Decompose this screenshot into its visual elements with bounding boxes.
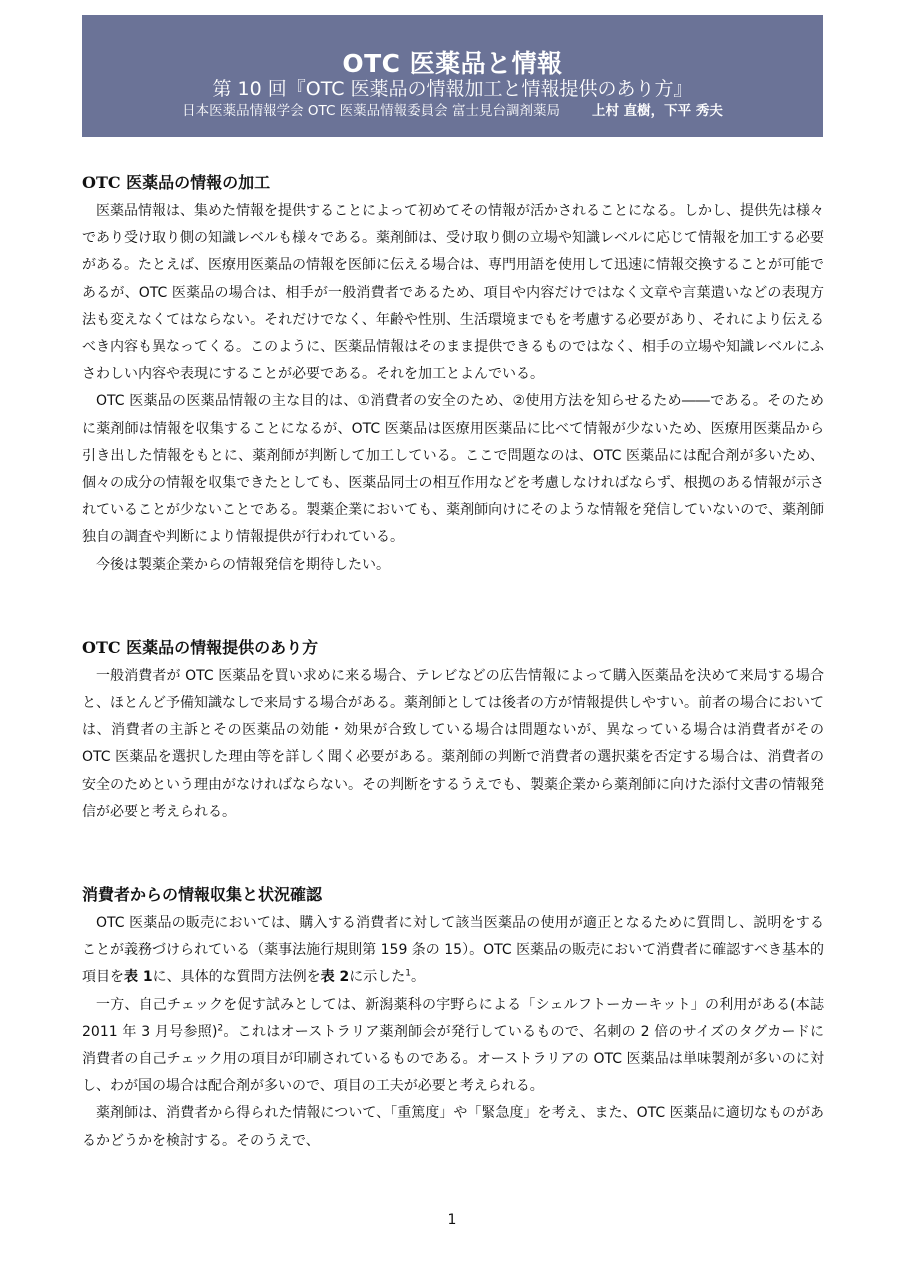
- section-info-processing: [82, 170, 824, 579]
- authors: 上村 直樹，下平 秀夫: [591, 103, 723, 119]
- paragraph: OTC 医薬品の医薬品情報の主な目的は、①消費者の安全のため、②使用方法を知らせるため――である。そのために薬剤師は情報を収集することになるが、OTC 医薬品は医療用医薬品に比べて情報が少ないため、医療用医薬品から引き出した情報をもとに、薬剤師が判断して加工している。ここで問題なのは、OTC 医薬品には配合剤が多いため、個々の成分の情報を収集できたとしても、医薬品同士の相互作用などを考慮しなければならず、根拠のある情報が示されていることが少ないことである。製薬企業においても、薬剤師向けにそのような情報を発信していないので、薬剤師独自の調査や判断により情報提供が行われている。: [82, 393, 824, 546]
- reference-marker: 1: [405, 968, 411, 979]
- title-banner: [82, 15, 823, 137]
- section-title: 消費者からの情報収集と状況確認: [82, 885, 323, 905]
- table-ref-2: 表 2: [320, 969, 350, 986]
- section-title: OTC 医薬品の情報の加工: [82, 173, 271, 192]
- paragraph: 一方、自己チェックを促す試みとしては、新潟薬科の宇野らによる「シェルフトーカーキット」の利用がある(本誌 2011 年 3 月号参照)$^2$。これはオーストラリア薬剤師会が発行しているもので、名刺の 2 倍のサイズのタグカードに消費者の自己チェック用の項目が印刷されているものである。オーストラリアの OTC 医薬品は単味製剤が多いのに対し、わが国の場合は配合剤が多いので、項目の工夫が必要と考えられる。: [82, 996, 824, 1095]
- organization: 日本医薬品情報学会 OTC 医薬品情報委員会 富士見台調剤薬局: [182, 103, 560, 119]
- paragraph: 医薬品情報は、集めた情報を提供することによって初めてその情報が活かされることになる。しかし、提供先は様々であり受け取り側の知識レベルも様々である。薬剤師は、受け取り側の立場や知識レベルに応じて情報を加工する必要がある。たとえば、医療用医薬品の情報を医師に伝える場合は、専門用語を使用して迅速に情報交換することが可能であるが、OTC 医薬品の場合は、相手が一般消費者であるため、項目や内容だけではなく文章や言葉遣いなどの表現方法も変えなくてはならない。それだけでなく、年齢や性別、生活環境までもを考慮する必要があり、それにより伝えるべき内容も異なってくる。このように、医薬品情報はそのまま提供できるものではなく、相手の立場や知識レベルにふさわしい内容や表現にすることが必要である。それを加工とよんでいる。: [82, 203, 824, 383]
- article-title: OTC 医薬品と情報: [342, 49, 563, 78]
- paragraph: OTC 医薬品の販売においては、購入する消費者に対して該当医薬品の使用が適正となるために質問し、説明をすることが義務づけられている（薬事法施行規則第 159 条の 15）。OTC 医薬品の販売において消費者に確認すべき基本的項目を表 1に、具体的な質問方法例を表 2に示した$^1$。: [82, 915, 824, 986]
- paragraph: 一般消費者が OTC 医薬品を買い求めに来る場合、テレビなどの広告情報によって購入医薬品を決めて来局する場合と、ほとんど予備知識なしで来局する場合がある。薬剤師としては後者の方が情報提供しやすい。前者の場合においては、消費者の主訴とその医薬品の効能・効果が合致している場合は問題ないが、異なっている場合は消費者がその OTC 医薬品を選択した理由等を詳しく聞く必要がある。薬剤師の判断で消費者の選択薬を否定する場合は、消費者の安全のためという理由がなければならない。その判断をするうえでも、製薬企業から薬剤師に向けた添付文書の情報発信が必要と考えられる。: [82, 667, 824, 820]
- article-subtitle: 第 10 回『OTC 医薬品の情報加工と情報提供のあり方』: [212, 78, 693, 100]
- section-info-provision: [82, 635, 824, 826]
- paragraph: 薬剤師は、消費者から得られた情報について、「重篤度」や「緊急度」を考え、また、OTC 医薬品に適切なものがあるかどうかを検討する。そのうえで、: [82, 1105, 824, 1149]
- article-body: [82, 170, 824, 1155]
- page-number: 1: [447, 1212, 457, 1228]
- author-affiliation: [82, 101, 823, 121]
- paragraph: 今後は製薬企業からの情報発信を期待したい。: [96, 556, 390, 573]
- table-ref-1: 表 1: [124, 969, 153, 986]
- section-title: OTC 医薬品の情報提供のあり方: [82, 637, 319, 657]
- reference-marker: 2: [217, 1023, 224, 1034]
- section-info-gathering: [82, 882, 824, 1155]
